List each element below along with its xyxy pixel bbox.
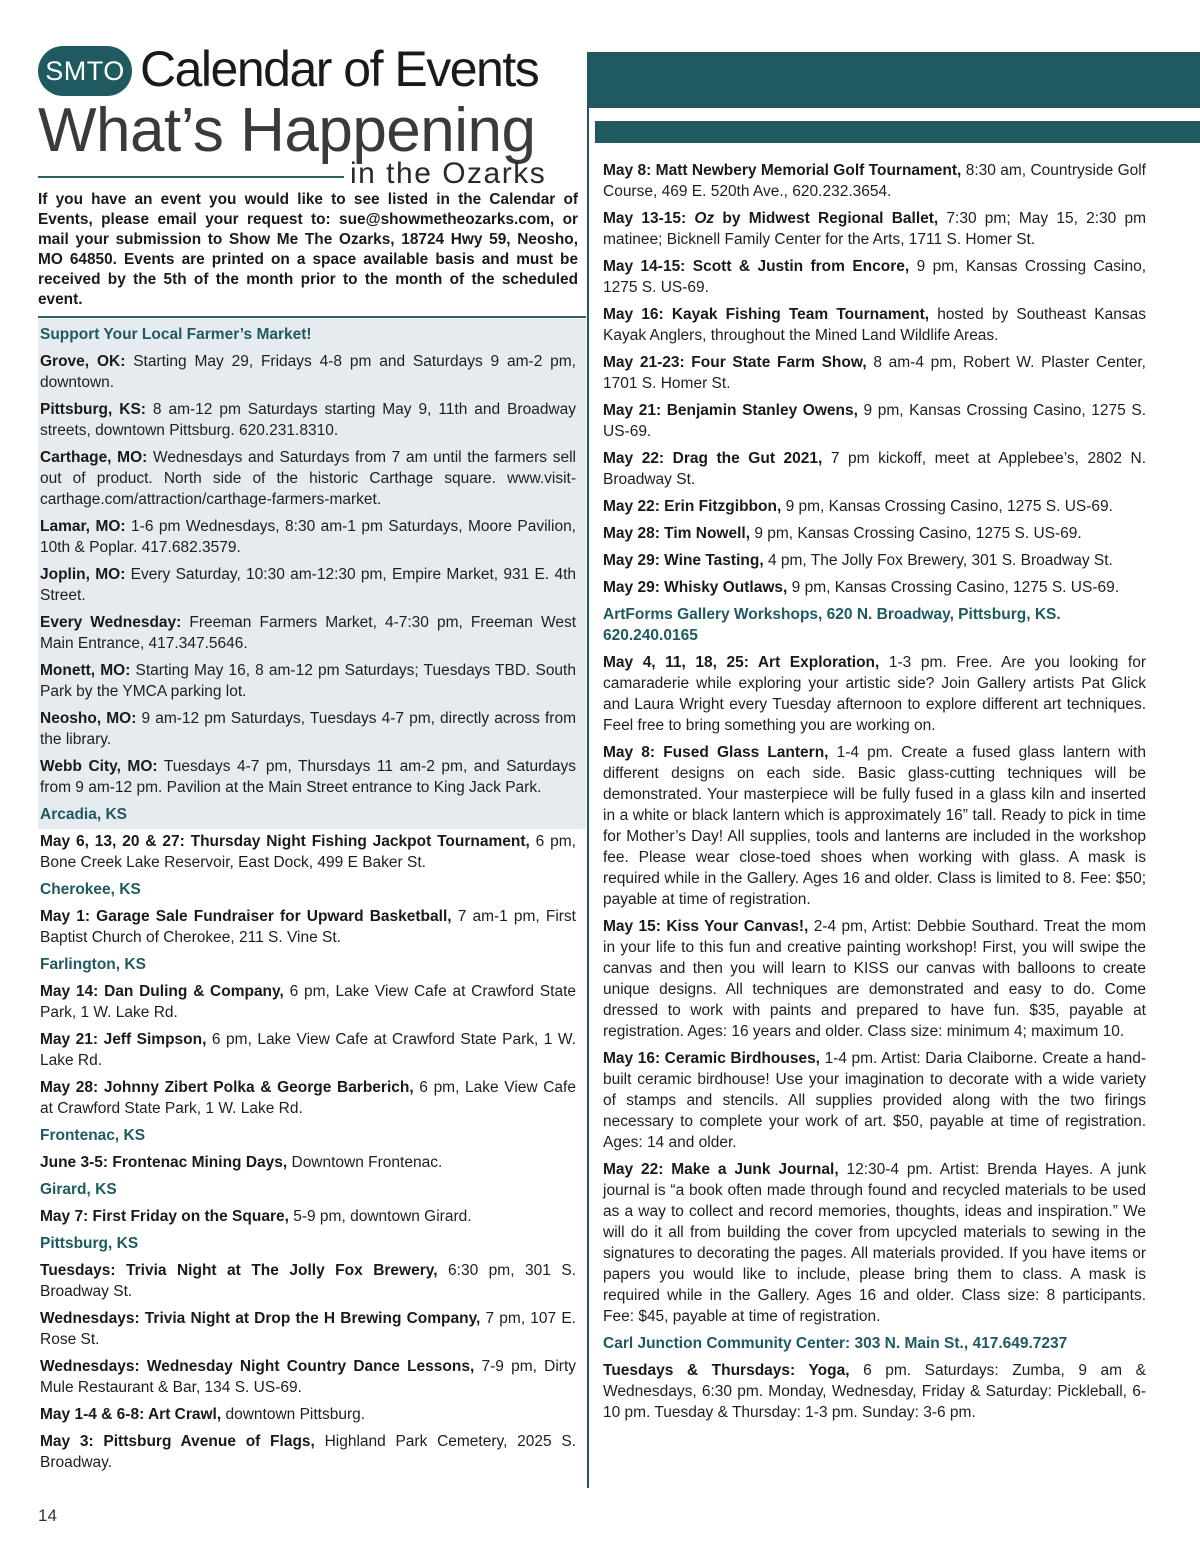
event-details: 1-6 pm Wednesdays, 8:30 am-1 pm Saturdays, Moore Pavilion, 10th & Poplar. 417.682.3579. <box>40 518 576 556</box>
event-title: May 21: Benjamin Stanley Owens, <box>603 402 858 419</box>
event-entry <box>40 351 576 393</box>
event-entry <box>40 1077 576 1119</box>
headline: What’s Happening <box>38 96 536 165</box>
event-title: May 8: Matt Newbery Memorial Golf Tournament, <box>603 162 962 179</box>
event-title: May 7: First Friday on the Square, <box>40 1208 289 1225</box>
event-entry <box>40 447 576 510</box>
event-details: 7-9 pm, Dirty Mule Restaurant & Bar, 134 S. US-69. <box>40 1358 577 1396</box>
event-details: Downtown Frontenac. <box>287 1154 443 1171</box>
event-entry <box>40 1404 576 1425</box>
section-heading: Farlington, KS <box>40 956 146 973</box>
event-title: May 22: Drag the Gut 2021, <box>603 450 823 467</box>
event-title: May 16: Kayak Fishing Team Tournament, <box>603 306 930 323</box>
girard-events <box>40 1206 576 1227</box>
event-title: Neosho, MO: <box>40 710 137 727</box>
event-details: 6 pm, Bone Creek Lake Reservoir, East Dock, 499 E Baker St. <box>40 833 576 871</box>
event-entry <box>603 742 1146 910</box>
event-details: 7 pm kickoff, meet at Applebee’s, 2802 N. Broadway St. <box>603 450 1146 488</box>
event-title: May 1: Garage Sale Fundraiser for Upward Basketball, <box>40 908 452 925</box>
event-entry <box>40 831 576 873</box>
page-number: 14 <box>38 1506 57 1525</box>
event-title-italic: Oz <box>694 210 715 227</box>
right-column <box>603 160 1146 1429</box>
event-title: June 3-5: Frontenac Mining Days, <box>40 1154 288 1171</box>
event-entry <box>603 256 1146 298</box>
event-title: May 14-15: Scott & Justin from Encore, <box>603 258 910 275</box>
event-entry <box>603 577 1146 598</box>
smto-badge: SMTO <box>38 46 132 96</box>
event-details: 7 pm, 107 E. Rose St. <box>40 1310 576 1348</box>
event-title: May 16: Ceramic Birdhouses, <box>603 1050 820 1067</box>
event-title: Lamar, MO: <box>40 518 126 535</box>
event-entry <box>40 708 576 750</box>
event-details: 6 pm, Lake View Cafe at Crawford State Park, 1 W. Lake Rd. <box>40 983 576 1021</box>
event-details: 8 am-12 pm Saturdays starting May 9, 11th and Broadway streets, downtown Pittsburg. 620.231.8310. <box>40 401 576 439</box>
event-entry <box>40 1029 576 1071</box>
event-entry <box>603 160 1146 202</box>
calendar-title: Calendar of Events <box>140 41 539 97</box>
event-entry <box>603 1159 1146 1327</box>
event-title: May 28: Johnny Zibert Polka & George Barberich, <box>40 1079 414 1096</box>
section-heading: Carl Junction Community Center: 303 N. Main St., 417.649.7237 <box>603 1335 1068 1352</box>
event-title: May 6, 13, 20 & 27: Thursday Night Fishing Jackpot Tournament, <box>40 833 530 850</box>
event-entry <box>40 612 576 654</box>
event-details: 6 pm, Lake View Cafe at Crawford State Park, 1 W. Lake Rd. <box>40 1079 576 1117</box>
event-entry <box>603 352 1146 394</box>
event-entry <box>603 496 1146 517</box>
event-details: 1-4 pm. Create a fused glass lantern with different designs on each side. Basic glass-cutting techniques will be demonstrated. Your masterpiece will be fully fused in a glass kiln and inserted in a white or black lantern which is approximately 16” tall. Ready to pick in time for Mother’s Day! All supplies, tools and lanterns are included in the workshop fee. Please wear close-toed shoes when working with glass. A mask is required while in the Gallery. Ages 16 and older. Class is limited to 8. Fee: $50; payable at time of registration. <box>603 744 1146 908</box>
event-details: 7 am-1 pm, First Baptist Church of Cherokee, 211 S. Vine St. <box>40 908 576 946</box>
event-title: May 1-4 & 6-8: Art Crawl, <box>40 1406 222 1423</box>
section-heading: Pittsburg, KS <box>40 1235 139 1252</box>
event-details: 6 pm. Saturdays: Zumba, 9 am & Wednesdays, 6:30 pm. Monday, Wednesday, Friday & Saturday: Pickleball, 6-10 pm. Tuesday & Thursday: 1-3 pm. Sunday: 3-6 pm. <box>603 1362 1146 1421</box>
masthead <box>38 38 578 188</box>
event-title-prefix: May 13-15: <box>603 210 695 227</box>
event-details: 9 am-12 pm Saturdays, Tuesdays 4-7 pm, directly across from the library. <box>40 710 576 748</box>
event-entry <box>40 1308 576 1350</box>
event-details: Starting May 29, Fridays 4-8 pm and Saturdays 9 am-2 pm, downtown. <box>40 353 576 391</box>
frontenac-events <box>40 1152 576 1173</box>
farmers-market-list <box>40 351 576 798</box>
event-details: 9 pm, Kansas Crossing Casino, 1275 S. US-69. <box>603 402 1146 440</box>
cherokee-events <box>40 906 576 948</box>
event-entry <box>40 1431 576 1473</box>
event-title: Every Wednesday: <box>40 614 182 631</box>
event-title: May 28: Tim Nowell, <box>603 525 751 542</box>
event-details: 8 am-4 pm, Robert W. Plaster Center, 1701 S. Homer St. <box>603 354 1146 392</box>
event-entry <box>603 400 1146 442</box>
event-entry <box>40 906 576 948</box>
event-entry <box>603 652 1146 736</box>
event-entry <box>40 756 576 798</box>
pittsburg-more-events <box>603 160 1146 598</box>
event-details: 1-4 pm. Artist: Daria Claiborne. Create a hand-built ceramic birdhouse! Use your imagination to decorate with a wide variety of stamps and stencils. All supplies provided along with the two firings necessary to complete your work of art. $50, payable at time of registration. Ages: 14 and older. <box>603 1050 1146 1151</box>
event-title: Grove, OK: <box>40 353 126 370</box>
intro-rule <box>38 316 586 318</box>
event-title: Wednesdays: Trivia Night at Drop the H Brewing Company, <box>40 1310 481 1327</box>
event-title: Tuesdays: Trivia Night at The Jolly Fox Brewery, <box>40 1262 438 1279</box>
event-entry <box>40 564 576 606</box>
event-details: 9 pm, Kansas Crossing Casino, 1275 S. US-69. <box>603 258 1147 296</box>
farlington-events <box>40 981 576 1119</box>
event-title: May 29: Wine Tasting, <box>603 552 764 569</box>
section-heading: Frontenac, KS <box>40 1127 146 1144</box>
event-title: May 15: Kiss Your Canvas!, <box>603 918 809 935</box>
event-entry <box>603 1048 1146 1153</box>
subtitle: in the Ozarks <box>350 157 547 190</box>
event-entry <box>603 208 1146 250</box>
event-entry <box>603 916 1146 1042</box>
event-title: Wednesdays: Wednesday Night Country Dance Lessons, <box>40 1358 475 1375</box>
event-details: 5-9 pm, downtown Girard. <box>288 1208 472 1225</box>
decorative-bar-top <box>588 52 1200 108</box>
event-details: Wednesdays and Saturdays from 7 am until the farmers sell out of product. North side of the historic Carthage square. www.visit-carthage.com/attraction/carthage-farmers-market. <box>40 449 576 508</box>
event-title: May 4, 11, 18, 25: Art Exploration, <box>603 654 880 671</box>
event-entry <box>40 516 576 558</box>
event-entry <box>603 304 1146 346</box>
event-details: Starting May 16, 8 am-12 pm Saturdays; Tuesdays TBD. South Park by the YMCA parking lot. <box>40 662 576 700</box>
event-details: 7:30 pm; May 15, 2:30 pm matinee; Bicknell Family Center for the Arts, 1711 S. Homer St. <box>603 210 1146 248</box>
section-heading: Arcadia, KS <box>40 806 128 823</box>
event-entry <box>40 1206 576 1227</box>
event-entry <box>40 1356 576 1398</box>
event-title: May 14: Dan Duling & Company, <box>40 983 284 1000</box>
column-divider <box>587 52 589 1488</box>
event-title: May 22: Erin Fitzgibbon, <box>603 498 782 515</box>
event-entry <box>40 660 576 702</box>
decorative-bar-bottom <box>595 121 1200 143</box>
section-heading: ArtForms Gallery Workshops, 620 N. Broadway, Pittsburg, KS. 620.240.0165 <box>603 606 1061 644</box>
event-details: downtown Pittsburg. <box>221 1406 366 1423</box>
event-details: 12:30-4 pm. Artist: Brenda Hayes. A junk journal is “a book often made through found and recycled materials to be used as a way to collect and record memories, thoughts, ideas and inspiration.” We will do it all from building the cover from upcycled materials to sewing in the signatures to decorating the pages. All materials provided. If you have items or papers you would like to include, please bring them to class. A mask is required while in the Gallery. Ages 16 and older. Class size: 8 participants. Fee: $45, payable at time of registration. <box>603 1161 1146 1325</box>
event-title: Carthage, MO: <box>40 449 148 466</box>
event-details: hosted by Southeast Kansas Kayak Anglers, throughout the Mined Land Wildlife Areas. <box>603 306 1147 344</box>
event-title: Webb City, MO: <box>40 758 158 775</box>
pittsburg-events <box>40 1260 576 1473</box>
event-entry <box>603 550 1146 571</box>
event-title: Monett, MO: <box>40 662 131 679</box>
event-details: 9 pm, Kansas Crossing Casino, 1275 S. US-69. <box>781 498 1113 515</box>
carl-junction-events <box>603 1360 1146 1423</box>
event-details: Highland Park Cemetery, 2025 S. Broadway. <box>40 1433 576 1471</box>
event-entry <box>40 981 576 1023</box>
event-details: 1-3 pm. Free. Are you looking for camaraderie while exploring your artistic side? Join Gallery artists Pat Glick and Laura Wright every Tuesday afternoon to explore different art techniques. Feel free to bring something you are working on. <box>603 654 1147 734</box>
event-details: 8:30 am, Countryside Golf Course, 469 E. 520th Ave., 620.232.3654. <box>603 162 1146 200</box>
event-title: May 8: Fused Glass Lantern, <box>603 744 829 761</box>
event-entry <box>603 523 1146 544</box>
arcadia-events <box>40 831 576 873</box>
event-details: 6 pm, Lake View Cafe at Crawford State Park, 1 W. Lake Rd. <box>40 1031 576 1069</box>
event-title: Pittsburg, KS: <box>40 401 146 418</box>
event-details: 9 pm, Kansas Crossing Casino, 1275 S. US-69. <box>787 579 1120 596</box>
intro-text: If you have an event you would like to see listed in the Calendar of Events, please email your request to: sue@showmetheozarks.com, or mail your submission to Show Me The Ozarks, 18724 Hwy 59, Neosho, MO 64850. Events are printed on a space available basis and must be received by the 5th of the month prior to the month of the scheduled event. <box>38 191 578 308</box>
event-entry <box>40 1260 576 1302</box>
left-column <box>40 324 576 1479</box>
header-rule <box>38 176 344 178</box>
event-details: Every Saturday, 10:30 am-12:30 pm, Empire Market, 931 E. 4th Street. <box>40 566 577 604</box>
event-details: 2-4 pm, Artist: Debbie Southard. Treat the mom in your life to this fun and creative painting workshop! First, you will swipe the canvas and then you will learn to KISS our canvas with balloons to create unique designs. All techniques are demonstrated and easy to do. Come dressed to work with paints and prepared to have fun. $35, payable at registration. Ages: 16 years and older. Class size: minimum 4; maximum 10. <box>603 918 1146 1040</box>
event-details: 6:30 pm, 301 S. Broadway St. <box>40 1262 576 1300</box>
event-title <box>603 210 938 227</box>
event-title: May 21-23: Four State Farm Show, <box>603 354 867 371</box>
event-title: May 29: Whisky Outlaws, <box>603 579 788 596</box>
event-title: May 21: Jeff Simpson, <box>40 1031 207 1048</box>
event-entry <box>40 399 576 441</box>
event-details: 9 pm, Kansas Crossing Casino, 1275 S. US-69. <box>750 525 1082 542</box>
section-heading: Cherokee, KS <box>40 881 141 898</box>
event-title: May 3: Pittsburg Avenue of Flags, <box>40 1433 315 1450</box>
event-title-rest: by Midwest Regional Ballet, <box>714 210 939 227</box>
event-details: Tuesdays 4-7 pm, Thursdays 11 am-2 pm, and Saturdays from 9 am-12 pm. Pavilion at the Main Street entrance to King Jack Park. <box>40 758 576 796</box>
section-heading: Support Your Local Farmer’s Market! <box>40 326 312 343</box>
event-entry <box>603 448 1146 490</box>
event-title: Tuesdays & Thursdays: Yoga, <box>603 1362 850 1379</box>
event-details: 4 pm, The Jolly Fox Brewery, 301 S. Broadway St. <box>763 552 1113 569</box>
artforms-workshops <box>603 652 1146 1327</box>
section-heading: Girard, KS <box>40 1181 117 1198</box>
event-title: May 22: Make a Junk Journal, <box>603 1161 839 1178</box>
event-details: Freeman Farmers Market, 4-7:30 pm, Freeman West Main Entrance, 417.347.5646. <box>40 614 577 652</box>
event-entry <box>40 1152 576 1173</box>
event-title: Joplin, MO: <box>40 566 126 583</box>
event-entry <box>603 1360 1146 1423</box>
